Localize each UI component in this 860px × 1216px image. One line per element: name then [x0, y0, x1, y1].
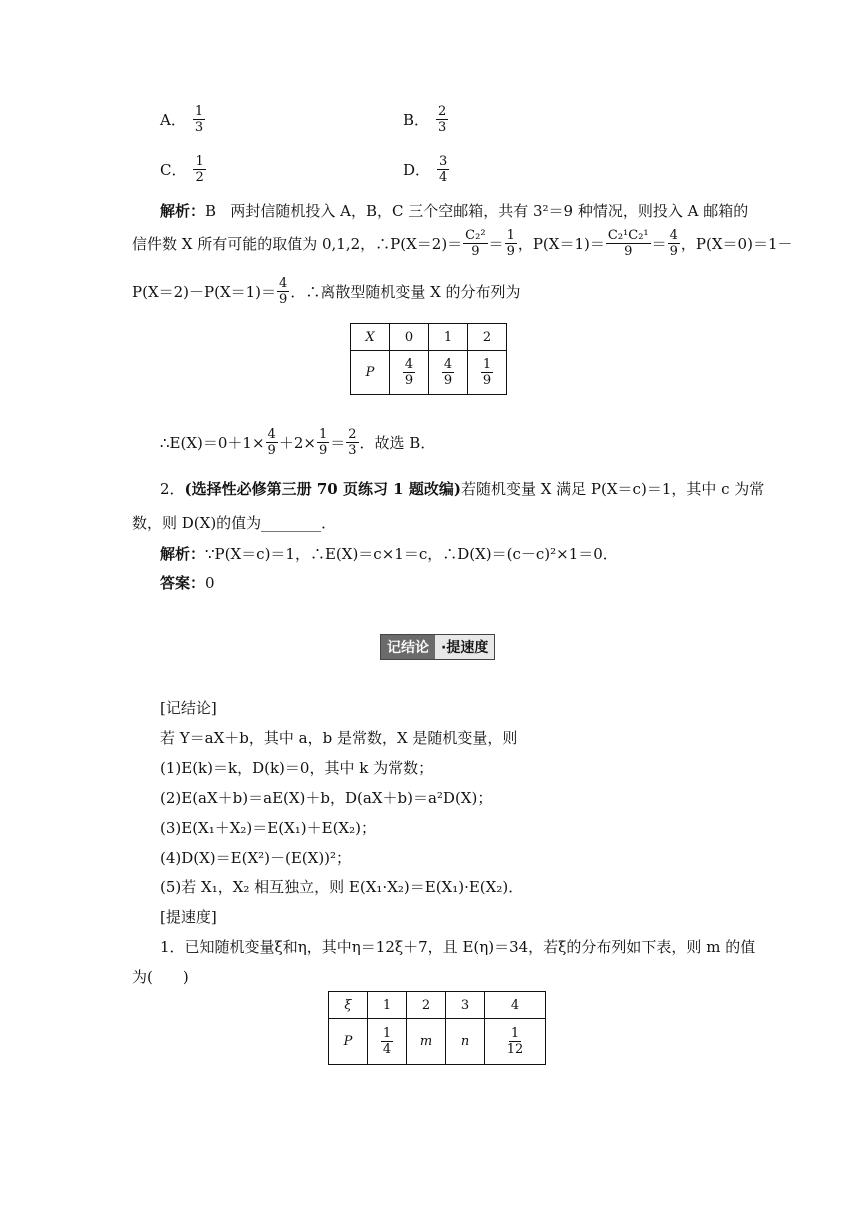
table-row	[351, 324, 507, 351]
conclusion-item: (1)E(k)＝k，D(k)＝0，其中 k 为常数；	[160, 759, 434, 777]
expectation-line: ∴E(X)＝0＋1× $\frac{4}{9}$ ＋2× $\frac{1}{9}$ ＝ $\frac{2}{3}$ ．故选 B．	[160, 427, 436, 458]
conclusions-intro: 若 Y＝aX＋b，其中 a，b 是常数，X 是随机变量，则	[160, 729, 518, 747]
question-2-answer: 答案：0	[160, 574, 215, 592]
speed-question-1-line-2: 为( )	[132, 968, 189, 986]
table-row	[329, 992, 546, 1019]
analysis-line-2: 信件数 X 所有可能的取值为 0,1,2，∴P(X＝2)＝ $\frac{\text{C₂²}}{9}$ ＝ $\frac{1}{9}$ ，P(X＝1)＝ $\frac{\text{C₂¹C₂¹}}{9}$ ＝ $\frac{4}{9}$ ，P(X＝0)＝1－	[132, 228, 793, 259]
table-cell: 1	[368, 992, 407, 1019]
question-2-line-1: 2．(选择性必修第三册 70 页练习 1 题改编)若随机变量 X 满足 P(X＝c)＝1，其中 c 为常	[160, 480, 765, 498]
analysis-line-3: P(X＝2)－P(X＝1)＝ $\frac{4}{9}$ ．∴离散型随机变量 X 的分布列为	[132, 276, 521, 307]
option-letter: D．	[403, 161, 431, 179]
table-cell: 2	[468, 324, 507, 351]
question-2-analysis: 解析：∵P(X＝c)＝1，∴E(X)＝c×1＝c，∴D(X)＝(c－c)²×1＝0．	[160, 545, 618, 563]
table-cell: $\frac{1}{4}$	[368, 1019, 407, 1065]
badge-left: 记结论	[381, 635, 435, 659]
distribution-table-x	[350, 323, 507, 395]
table-cell: 4	[485, 992, 546, 1019]
badge-right: ·提速度	[435, 635, 494, 659]
conclusions-heading: [记结论]	[160, 699, 217, 717]
option-b	[403, 104, 449, 135]
table-cell: $\frac{1}{9}$	[468, 351, 507, 395]
table-cell: m	[407, 1019, 446, 1065]
section-badge	[380, 634, 495, 660]
table-cell: ξ	[329, 992, 368, 1019]
option-c	[160, 154, 207, 185]
conclusion-item: (2)E(aX＋b)＝aE(X)＋b，D(aX＋b)＝a²D(X)；	[160, 789, 493, 807]
table-cell: 2	[407, 992, 446, 1019]
table-cell: $\frac{1}{12}$	[485, 1019, 546, 1065]
option-fraction: $\frac{2}{3}$	[438, 104, 447, 135]
analysis-line-1: 解析：B 两封信随机投入 A，B，C 三个空邮箱，共有 3²＝9 种情况，则投入 A 邮箱的	[160, 202, 749, 220]
conclusion-item: (5)若 X₁，X₂ 相互独立，则 E(X₁·X₂)＝E(X₁)·E(X₂)．	[160, 878, 524, 896]
speed-question-1-line-1: 1．已知随机变量ξ和η，其中η＝12ξ＋7，且 E(η)＝34，若ξ的分布列如下表，则 m 的值	[160, 938, 756, 956]
conclusion-item: (4)D(X)＝E(X²)－(E(X))²；	[160, 849, 352, 867]
table-cell: n	[446, 1019, 485, 1065]
distribution-table-xi	[328, 991, 546, 1065]
option-fraction: $\frac{3}{4}$	[439, 154, 448, 185]
option-fraction: $\frac{1}{2}$	[195, 154, 204, 185]
option-d	[403, 154, 450, 185]
table-cell: 3	[446, 992, 485, 1019]
table-cell: P	[329, 1019, 368, 1065]
option-letter: C．	[160, 161, 187, 179]
table-cell: $\frac{4}{9}$	[390, 351, 429, 395]
question-2-line-2: 数，则 D(X)的值为________．	[132, 514, 337, 532]
table-cell: P	[351, 351, 390, 395]
option-letter: B．	[403, 111, 430, 129]
table-cell: 0	[390, 324, 429, 351]
table-cell: $\frac{4}{9}$	[429, 351, 468, 395]
table-row	[351, 351, 507, 395]
option-fraction: $\frac{1}{3}$	[194, 104, 204, 135]
table-cell: X	[351, 324, 390, 351]
option-a	[160, 104, 206, 135]
speed-heading: [提速度]	[160, 908, 217, 926]
table-row	[329, 1019, 546, 1065]
conclusion-item: (3)E(X₁＋X₂)＝E(X₁)＋E(X₂)；	[160, 819, 376, 837]
table-cell: 1	[429, 324, 468, 351]
option-letter: A．	[160, 111, 186, 129]
